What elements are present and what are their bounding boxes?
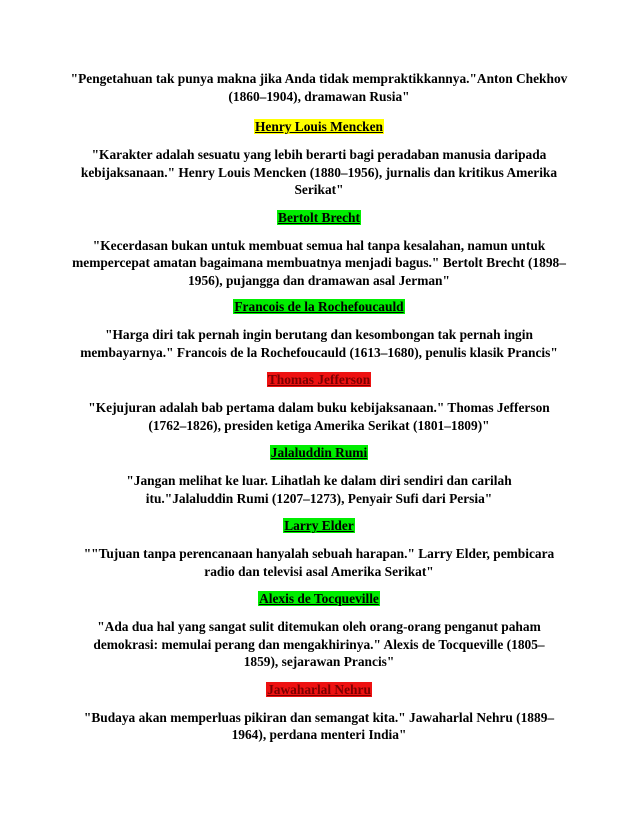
heading-mencken [70,118,568,135]
heading-elder [70,517,568,534]
heading-tocqueville [70,590,568,607]
heading-label: Larry Elder [284,518,354,533]
heading-brecht [70,209,568,226]
quote-elder: ""Tujuan tanpa perencanaan hanyalah sebuah harapan." Larry Elder, pembicara radio dan televisi asal Amerika Serikat" [83,546,555,579]
quote-tocqueville: "Ada dua hal yang sangat sulit ditemukan oleh orang-orang penganut paham demokrasi: memulai perang dan mengakhirinya." Alexis de Tocqueville (1805–1859), sejarawan Prancis" [93,619,545,669]
heading-label: Bertolt Brecht [278,209,360,225]
heading-label: Thomas Jefferson [267,372,371,387]
heading-label: Alexis de Tocqueville [259,591,379,606]
heading-rumi [70,444,568,461]
quote-nehru: "Budaya akan memperluas pikiran dan semangat kita." Jawaharlal Nehru (1889–1964), perdana menteri India" [83,709,555,742]
heading-label: Jalaluddin Rumi [270,445,368,460]
heading-nehru [70,681,568,698]
intro-quote: "Pengetahuan tak punya makna jika Anda tidak mempraktikkannya."Anton Chekhov (1860–1904), dramawan Rusia" [70,71,568,104]
heading-label: Jawaharlal Nehru [267,681,371,697]
quote-brecht: "Kecerdasan bukan untuk membuat semua hal tanpa kesalahan, namun untuk mempercepat amatan bagaimana membuatnya menjadi bagus." Bertolt Brecht (1898–1956), pujangga dan dramawan asal Jerman" [72,237,566,288]
heading-jefferson [70,371,568,388]
heading-label: Henry Louis Mencken [255,119,383,134]
heading-label: Francois de la Rochefoucauld [234,299,404,314]
quote-jefferson: "Kejujuran adalah bab pertama dalam buku kebijaksanaan." Thomas Jefferson (1762–1826), presiden ketiga Amerika Serikat (1801–1809)" [88,400,550,433]
quote-rumi: "Jangan melihat ke luar. Lihatlah ke dalam diri sendiri dan carilah itu."Jalaluddin Rumi (1207–1273), Penyair Sufi dari Persia" [126,473,512,506]
heading-rochefoucauld [70,298,568,315]
quote-mencken: "Karakter adalah sesuatu yang lebih berarti bagi peradaban manusia daripada kebijaksanaan." Henry Louis Mencken (1880–1956), jurnalis dan kritikus Amerika Serikat" [80,147,558,197]
quote-rochefoucauld: "Harga diri tak pernah ingin berutang dan kesombongan tak pernah ingin membayarnya." Francois de la Rochefoucauld (1613–1680), penulis klasik Prancis" [80,327,558,360]
